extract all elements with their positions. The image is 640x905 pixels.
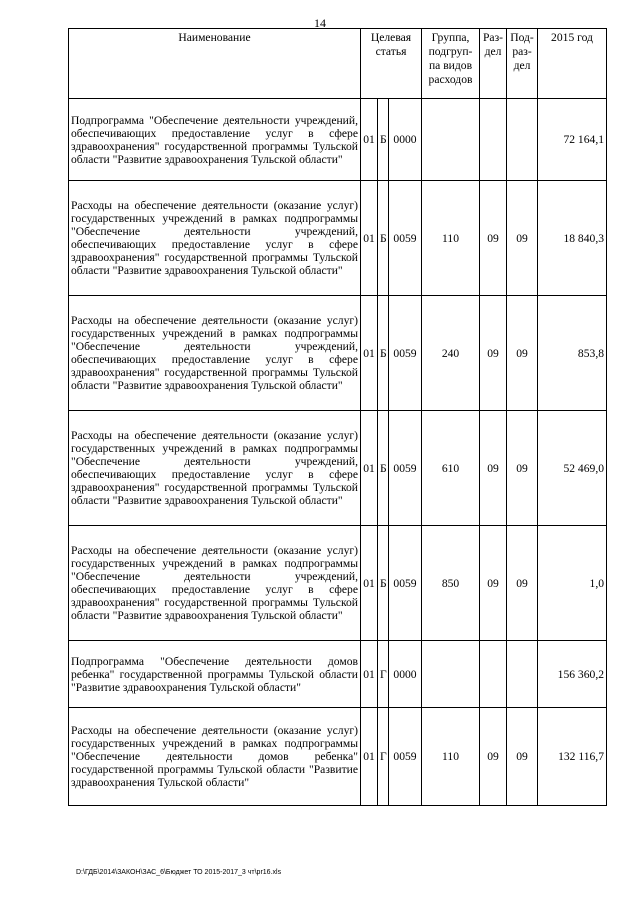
target-code-direction: 0059	[389, 526, 422, 641]
section-code: 09	[480, 708, 507, 806]
amount-2015: 1,0	[538, 526, 607, 641]
expense-group: 240	[422, 296, 480, 411]
target-code-program: 01	[361, 296, 378, 411]
table-row	[69, 181, 607, 296]
header-target: Целевая статья	[361, 29, 422, 99]
target-code-subprogram: Б	[378, 181, 389, 296]
subsection-code: 09	[507, 411, 538, 526]
subsection-code: 09	[507, 181, 538, 296]
header-year: 2015 год	[538, 29, 607, 99]
subsection-code: 09	[507, 708, 538, 806]
target-code-direction: 0000	[389, 641, 422, 708]
target-code-program: 01	[361, 708, 378, 806]
table-row	[69, 411, 607, 526]
row-name: Подпрограмма "Обеспечение деятельности учреждений, обеспечивающих предоставление услуг в сфере здравоохранения" государственной программы Тульской области "Развитие здравоохранения Тульской области"	[69, 99, 361, 181]
target-code-program: 01	[361, 641, 378, 708]
section-code	[480, 641, 507, 708]
target-code-program: 01	[361, 181, 378, 296]
table-row	[69, 526, 607, 641]
header-section: Раз-дел	[480, 29, 507, 99]
section-code: 09	[480, 526, 507, 641]
target-code-direction: 0059	[389, 296, 422, 411]
row-name: Расходы на обеспечение деятельности (оказание услуг) государственных учреждений в рамках подпрограммы "Обеспечение деятельности домов ребенка" государственной программы Тульской области "Развитие здравоохранения Тульской области"	[69, 708, 361, 806]
expense-group: 110	[422, 181, 480, 296]
target-code-program: 01	[361, 411, 378, 526]
target-code-direction: 0059	[389, 181, 422, 296]
expense-group: 110	[422, 708, 480, 806]
row-name: Расходы на обеспечение деятельности (оказание услуг) государственных учреждений в рамках подпрограммы "Обеспечение деятельности учреждений, обеспечивающих предоставление услуг в сфере здравоохранения" государственной программы Тульской области "Развитие здравоохранения Тульской области"	[69, 411, 361, 526]
target-code-subprogram: Б	[378, 99, 389, 181]
section-code: 09	[480, 181, 507, 296]
expense-group: 850	[422, 526, 480, 641]
target-code-subprogram: Б	[378, 526, 389, 641]
page-number: 14	[314, 16, 326, 30]
subsection-code	[507, 99, 538, 181]
subsection-code: 09	[507, 296, 538, 411]
amount-2015: 132 116,7	[538, 708, 607, 806]
row-name: Расходы на обеспечение деятельности (оказание услуг) государственных учреждений в рамках подпрограммы "Обеспечение деятельности учреждений, обеспечивающих предоставление услуг в сфере здравоохранения" государственной программы Тульской области "Развитие здравоохранения Тульской области"	[69, 526, 361, 641]
table-row	[69, 296, 607, 411]
row-name: Подпрограмма "Обеспечение деятельности домов ребенка" государственной программы Тульской области "Развитие здравоохранения Тульской области"	[69, 641, 361, 708]
amount-2015: 156 360,2	[538, 641, 607, 708]
expense-group	[422, 99, 480, 181]
target-code-subprogram: Г	[378, 641, 389, 708]
budget-table	[68, 28, 607, 806]
header-name: Наименование	[69, 29, 361, 99]
target-code-program: 01	[361, 526, 378, 641]
header-subsection: Под-раз-дел	[507, 29, 538, 99]
target-code-direction: 0000	[389, 99, 422, 181]
amount-2015: 18 840,3	[538, 181, 607, 296]
row-name: Расходы на обеспечение деятельности (оказание услуг) государственных учреждений в рамках подпрограммы "Обеспечение деятельности учреждений, обеспечивающих предоставление услуг в сфере здравоохранения" государственной программы Тульской области "Развитие здравоохранения Тульской области"	[69, 181, 361, 296]
subsection-code	[507, 641, 538, 708]
target-code-direction: 0059	[389, 708, 422, 806]
target-code-subprogram: Г	[378, 708, 389, 806]
target-code-subprogram: Б	[378, 411, 389, 526]
file-path: D:\ГДБ\2014\ЗАКОН\ЗАС_6\Бюджет ТО 2015-2017_3 чт\pr16.xls	[76, 869, 282, 876]
expense-group	[422, 641, 480, 708]
section-code: 09	[480, 411, 507, 526]
table-row	[69, 641, 607, 708]
target-code-program: 01	[361, 99, 378, 181]
expense-group: 610	[422, 411, 480, 526]
row-name: Расходы на обеспечение деятельности (оказание услуг) государственных учреждений в рамках подпрограммы "Обеспечение деятельности учреждений, обеспечивающих предоставление услуг в сфере здравоохранения" государственной программы Тульской области "Развитие здравоохранения Тульской области"	[69, 296, 361, 411]
amount-2015: 72 164,1	[538, 99, 607, 181]
subsection-code: 09	[507, 526, 538, 641]
header-group: Группа, подгруп-па видов расходов	[422, 29, 480, 99]
target-code-direction: 0059	[389, 411, 422, 526]
amount-2015: 52 469,0	[538, 411, 607, 526]
table-row	[69, 708, 607, 806]
table-row	[69, 99, 607, 181]
amount-2015: 853,8	[538, 296, 607, 411]
section-code: 09	[480, 296, 507, 411]
section-code	[480, 99, 507, 181]
target-code-subprogram: Б	[378, 296, 389, 411]
